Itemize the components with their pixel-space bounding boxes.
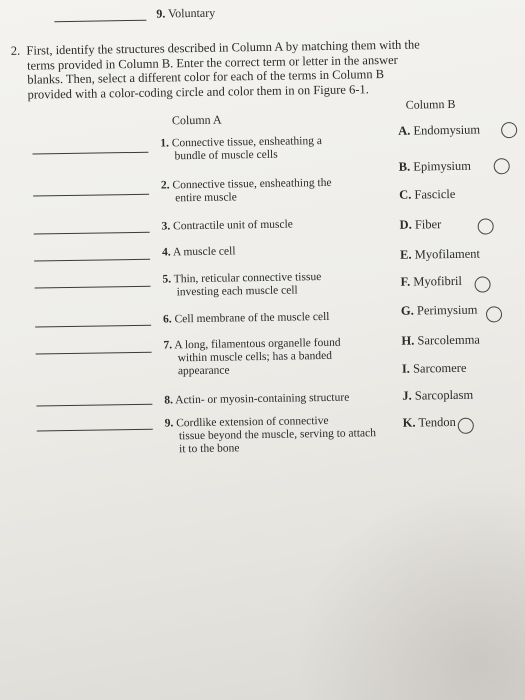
term-name: Perimysium (416, 302, 478, 318)
term-letter: G. (400, 303, 414, 318)
term-name: Sarcolemma (417, 332, 481, 348)
answer-blank-6[interactable] (35, 325, 151, 328)
term-letter: D. (399, 217, 412, 232)
term-letter: H. (401, 333, 415, 348)
column-a-item-2 (161, 177, 332, 206)
term-name: Endomysium (413, 122, 481, 138)
instructions-line-2: terms provided in Column B. Enter the correct term or letter in the answer (26, 52, 398, 73)
term-j (402, 388, 473, 404)
top-question (156, 6, 215, 21)
answer-blank-2[interactable] (33, 194, 149, 197)
item-text: Connective tissue, ensheathing the (172, 176, 332, 192)
term-letter: B. (398, 159, 411, 174)
item-text: A long, filamentous organelle found (174, 336, 341, 352)
column-a-item-5 (162, 271, 321, 299)
column-a-item-3 (162, 218, 293, 233)
top-question-text: Voluntary (167, 5, 216, 21)
item-text: within muscle cells; has a banded (177, 349, 333, 365)
answer-blank-4[interactable] (34, 259, 150, 262)
item-text: Cordlike extension of connective (176, 414, 329, 430)
term-letter: J. (402, 388, 412, 403)
term-d (400, 217, 442, 233)
term-letter: C. (399, 187, 412, 202)
term-letter: F. (400, 274, 411, 289)
term-name: Tendon (418, 414, 456, 430)
term-name: Sarcomere (412, 360, 467, 376)
color-circle-tendon[interactable] (458, 418, 474, 434)
term-i (402, 361, 467, 377)
column-a-item-8 (164, 392, 349, 408)
item-text: tissue beyond the muscle, serving to attach (178, 427, 377, 443)
term-e (400, 247, 480, 263)
item-number: 5. (162, 273, 172, 286)
term-c (399, 187, 455, 203)
instructions (11, 37, 432, 102)
term-g (401, 303, 478, 319)
color-circle-fiber[interactable] (478, 218, 494, 234)
color-circle-myofibril[interactable] (474, 276, 490, 292)
term-b (399, 159, 471, 175)
answer-blank-1[interactable] (32, 152, 148, 155)
answer-blank-8[interactable] (36, 404, 152, 407)
item-text: investing each muscle cell (176, 284, 298, 299)
term-name: Myofilament (414, 246, 481, 262)
term-name: Epimysium (413, 158, 472, 174)
term-letter: E. (399, 247, 412, 262)
column-a-heading: Column A (171, 112, 222, 128)
term-letter: A. (398, 123, 411, 138)
color-circle-perimysium[interactable] (486, 306, 502, 322)
item-text: Thin, reticular connective tissue (173, 271, 322, 286)
item-text: A muscle cell (172, 245, 236, 259)
column-a-item-9 (165, 414, 377, 456)
term-name: Fascicle (414, 186, 456, 202)
item-text: Connective tissue, ensheathing a (171, 135, 322, 150)
item-text: Actin- or myosin-containing structure (175, 391, 350, 407)
instructions-line-4: provided with a color-coding circle and color them in on Figure 6-1. (27, 81, 369, 102)
item-text: bundle of muscle cells (174, 148, 278, 163)
item-text: entire muscle (175, 191, 237, 205)
answer-blank-top[interactable] (54, 20, 146, 22)
instructions-line-1: 2. First, identify the structures described in Column A by matching them with the (10, 37, 420, 58)
term-name: Myofibril (413, 273, 462, 289)
item-text: it to the bone (179, 442, 240, 456)
column-a-item-4 (162, 245, 236, 259)
answer-blank-5[interactable] (35, 286, 151, 289)
term-a (398, 123, 480, 139)
term-name: Fiber (414, 217, 442, 232)
color-circle-epimysium[interactable] (494, 158, 510, 174)
answer-blank-3[interactable] (34, 232, 150, 235)
column-a-item-7 (163, 337, 341, 379)
term-h (401, 333, 480, 349)
item-number: 2. (160, 179, 170, 192)
column-b-heading: Column B (405, 96, 456, 112)
item-number: 9. (164, 417, 174, 430)
term-f (400, 274, 462, 290)
item-number: 8. (164, 394, 174, 407)
top-question-number: 9. (156, 6, 166, 21)
item-number: 4. (161, 246, 171, 259)
item-text: Contractile unit of muscle (173, 218, 293, 233)
term-name: Sarcoplasm (414, 387, 474, 403)
item-number: 6. (162, 313, 172, 326)
item-text: Cell membrane of the muscle cell (174, 310, 330, 326)
column-a-item-1 (160, 135, 322, 164)
answer-blank-7[interactable] (36, 352, 152, 355)
term-letter: K. (402, 415, 416, 430)
item-text: appearance (177, 364, 230, 378)
column-a-item-6 (163, 311, 330, 327)
item-number: 7. (163, 339, 173, 352)
answer-blank-9[interactable] (37, 429, 153, 432)
color-circle-endomysium[interactable] (501, 122, 517, 138)
term-letter: I. (401, 361, 410, 376)
instructions-line-3: blanks. Then, select a different color for each of the terms in Column B (27, 67, 385, 87)
term-k (403, 415, 456, 431)
item-number: 3. (161, 220, 171, 233)
item-number: 1. (160, 137, 170, 150)
